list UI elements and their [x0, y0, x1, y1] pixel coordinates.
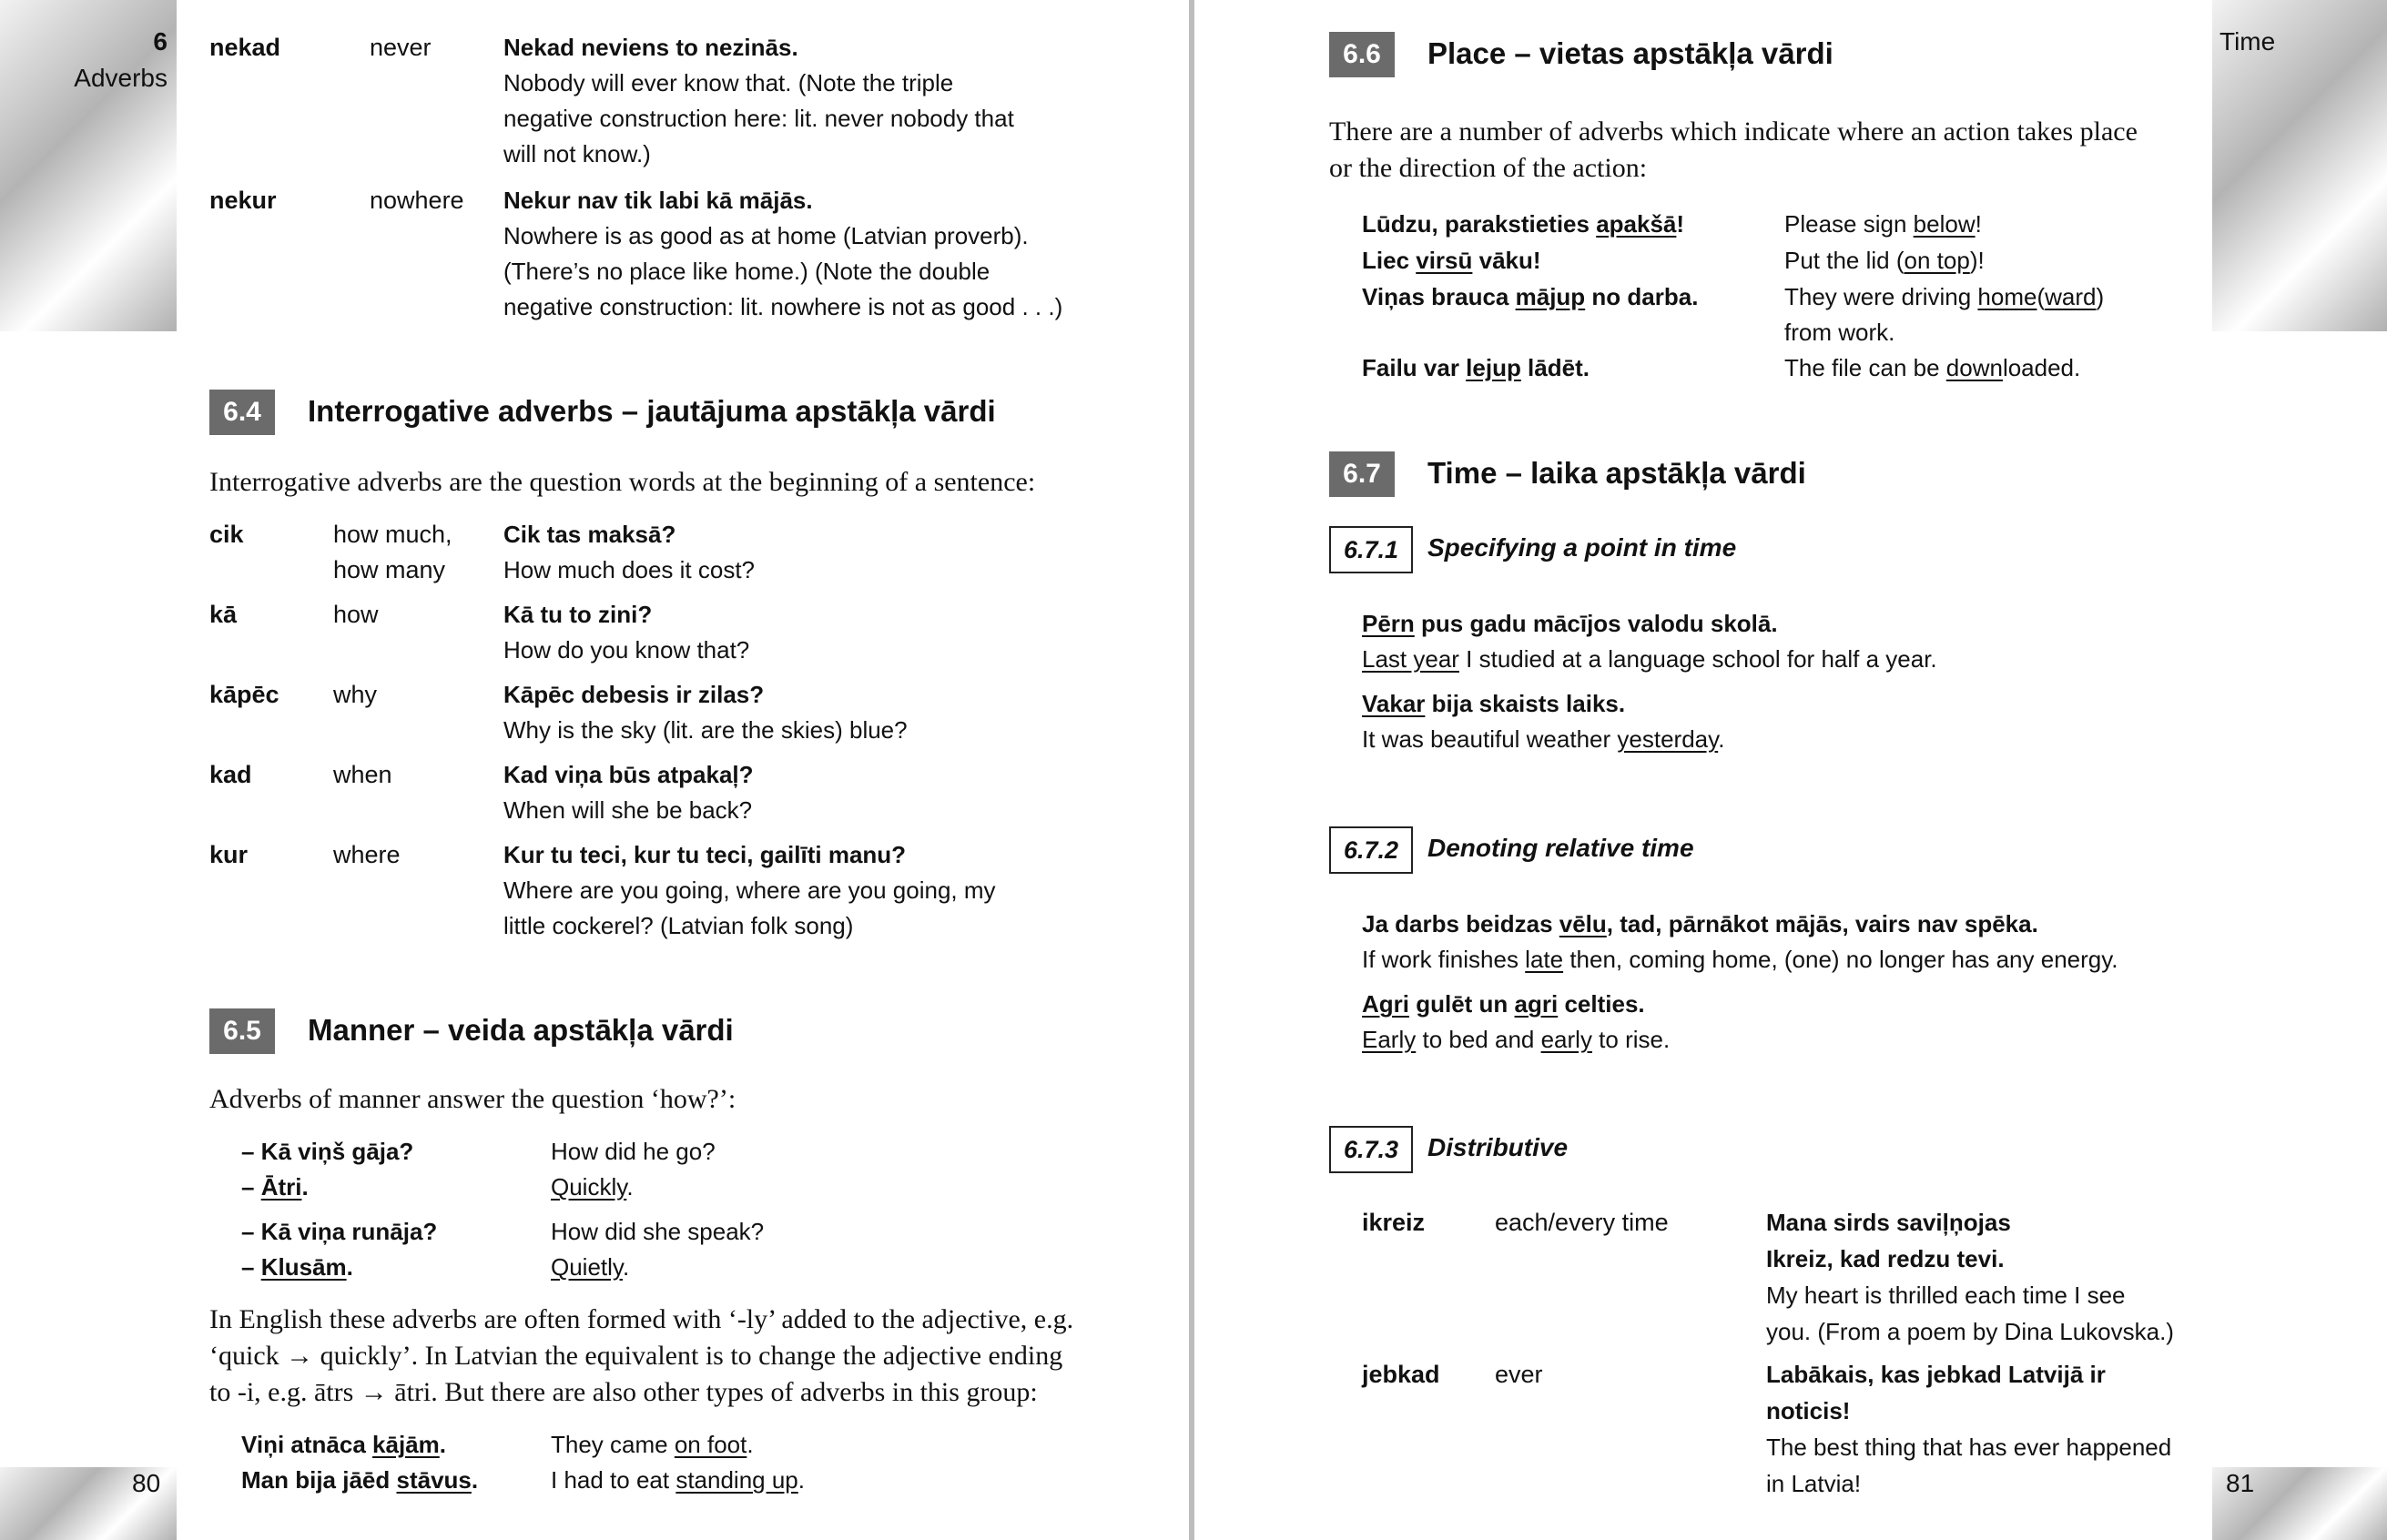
- question-word: cik: [209, 521, 244, 548]
- text-run: Early: [1362, 1026, 1417, 1053]
- subsection-6-7-2-title: Denoting relative time: [1427, 834, 1694, 862]
- text-run: It was beautiful weather: [1362, 725, 1618, 753]
- text-run: They were driving: [1784, 283, 1978, 310]
- example-question: [503, 596, 652, 633]
- text-run: .: [346, 1253, 353, 1281]
- example-question: [503, 756, 754, 793]
- left-page: [0, 0, 1189, 1540]
- text-run: Kā tu to zini?: [503, 601, 653, 628]
- example-translation: [503, 136, 651, 172]
- text-run: agri: [1514, 990, 1559, 1018]
- example-answer: [503, 632, 749, 668]
- text-run: .: [301, 1173, 309, 1201]
- text-run: lādēt.: [1520, 354, 1590, 381]
- distributive-english: [1766, 1313, 2174, 1350]
- text-run: How do you know that?: [503, 636, 750, 664]
- manner-paragraph: to -i, e.g. ātrs → ātri. But there are also other types of adverbs in this group:: [209, 1377, 1038, 1407]
- place-english: [1784, 206, 1982, 242]
- text-run: negative construction: lit. nowhere is not as good . . .): [503, 293, 1063, 320]
- text-run: .: [1718, 725, 1725, 753]
- section-6-6-number: 6.6: [1329, 32, 1395, 77]
- right-page: [1194, 0, 2387, 1540]
- text-run: Liec: [1362, 247, 1417, 274]
- example-question: [503, 836, 906, 873]
- text-run: They came: [551, 1431, 675, 1458]
- example-translation: [503, 253, 990, 289]
- place-latvian: [1362, 279, 1698, 315]
- question-meaning: why: [333, 681, 378, 708]
- text-run: Ja darbs beidzas: [1362, 910, 1559, 937]
- text-run: down: [1945, 354, 2003, 381]
- text-run: you. (From a poem by Dina Lukovska.): [1766, 1318, 2174, 1345]
- example-question: [503, 516, 675, 552]
- question-meaning: how: [333, 601, 379, 628]
- question-meaning: how many: [333, 556, 446, 583]
- vocab-meaning: nowhere: [370, 187, 464, 214]
- example-answer: [503, 907, 853, 944]
- text-run: Nekad neviens to nezinās.: [503, 34, 798, 61]
- section-6-5-title: Manner – veida apstākļa vārdi: [308, 1013, 734, 1047]
- text-run: standing up: [675, 1466, 798, 1494]
- text-run: .: [797, 1466, 806, 1494]
- text-run: to bed and: [1416, 1026, 1541, 1053]
- example-answer: [503, 792, 752, 828]
- text-run: then, coming home, (one) no longer has any energy.: [1563, 946, 2118, 973]
- section-6-4-number: 6.4: [209, 390, 275, 435]
- text-run: .: [626, 1173, 634, 1201]
- text-run: on foot: [674, 1431, 747, 1458]
- vocab-word: nekur: [209, 187, 277, 214]
- text-run: Kur tu teci, kur tu teci, gailīti manu?: [503, 841, 907, 868]
- text-run: Quietly: [551, 1253, 623, 1281]
- text-run: Kad viņa būs atpakaļ?: [503, 761, 754, 788]
- distributive-english: [1766, 1277, 2126, 1313]
- manner-english: [551, 1169, 634, 1205]
- manner-english: [551, 1249, 629, 1285]
- distributive-latvian: [1766, 1204, 2011, 1241]
- manner-english: [551, 1213, 764, 1250]
- text-run: no darba.: [1585, 283, 1699, 310]
- manner-english: [551, 1462, 805, 1498]
- text-run: Cik tas maksā?: [503, 521, 676, 548]
- subsection-6-7-3-title: Distributive: [1427, 1133, 1569, 1161]
- example-question: [503, 676, 764, 713]
- section-6-7-title: Time – laika apstākļa vārdi: [1427, 456, 1806, 490]
- manner-latvian: [241, 1169, 309, 1205]
- distributive-english: [1766, 1465, 1861, 1502]
- text-run: will not know.): [503, 140, 651, 167]
- text-run: Labākais, kas jebkad Latvijā ir: [1766, 1361, 2106, 1388]
- text-run: late: [1525, 946, 1564, 973]
- place-english: [1784, 242, 1985, 279]
- text-run: negative construction here: lit. never nobody that: [503, 105, 1014, 132]
- text-run: home: [1977, 283, 2037, 310]
- text-run: How much does it cost?: [503, 556, 756, 583]
- example-translation: [503, 218, 1029, 254]
- section-intro: Interrogative adverbs are the question words at the beginning of a sentence:: [209, 467, 1036, 497]
- text-run: bija skaists laiks.: [1425, 690, 1626, 717]
- text-run: –: [241, 1173, 261, 1201]
- text-run: Pērn: [1362, 610, 1415, 637]
- time-latvian: [1362, 605, 1778, 642]
- question-meaning: where: [333, 841, 401, 868]
- chapter-number: 6: [153, 27, 168, 56]
- example-translation: [503, 289, 1062, 325]
- text-run: The best thing that has ever happened: [1766, 1434, 2172, 1461]
- section-intro: or the direction of the action:: [1329, 153, 1648, 183]
- text-run: Put the lid (: [1784, 247, 1905, 274]
- example-latvian: [503, 29, 798, 66]
- text-run: My heart is thrilled each time I see: [1766, 1282, 2126, 1309]
- place-latvian: [1362, 242, 1541, 279]
- text-run: , tad, pārnākot mājās, vairs nav spēka.: [1606, 910, 2038, 937]
- text-run: below: [1913, 210, 1976, 238]
- time-english: [1362, 641, 1937, 677]
- text-run: Lūdzu, parakstieties: [1362, 210, 1597, 238]
- time-english: [1362, 721, 1724, 757]
- manner-english: [551, 1133, 716, 1170]
- text-run: If work finishes: [1362, 946, 1526, 973]
- text-run: Nekur nav tik labi kā mājās.: [503, 187, 813, 214]
- text-run: pus gadu mācījos valodu skolā.: [1414, 610, 1778, 637]
- subsection-6-7-3-number: 6.7.3: [1329, 1126, 1413, 1173]
- subsection-6-7-1-title: Specifying a point in time: [1427, 533, 1737, 562]
- question-word: kad: [209, 761, 252, 788]
- text-run: (There’s no place like home.) (Note the double: [503, 258, 990, 285]
- text-run: gulēt un: [1409, 990, 1515, 1018]
- text-run: –: [241, 1253, 261, 1281]
- text-run: .: [439, 1431, 446, 1458]
- subsection-6-7-1-number: 6.7.1: [1329, 526, 1413, 573]
- example-answer: [503, 872, 996, 908]
- text-run: little cockerel? (Latvian folk song): [503, 912, 854, 939]
- time-latvian: [1362, 906, 2038, 942]
- text-run: I had to eat: [551, 1466, 676, 1494]
- time-latvian: [1362, 986, 1645, 1022]
- page-number: 81: [2226, 1469, 2255, 1497]
- text-run: ): [2096, 283, 2105, 310]
- text-run: – Kā viņš gāja?: [241, 1138, 414, 1165]
- text-run: kājām: [372, 1431, 440, 1458]
- text-run: vēlu: [1559, 910, 1607, 937]
- text-run: !: [1676, 210, 1685, 238]
- distributive-word: ikreiz: [1362, 1209, 1426, 1236]
- text-run: (: [2037, 283, 2046, 310]
- question-word: kur: [209, 841, 249, 868]
- text-run: vāku!: [1472, 247, 1541, 274]
- chapter-name: Adverbs: [74, 64, 168, 92]
- text-run: Kāpēc debesis ir zilas?: [503, 681, 765, 708]
- section-intro: Adverbs of manner answer the question ‘how?’:: [209, 1084, 736, 1114]
- distributive-latvian: [1766, 1393, 1850, 1429]
- time-english: [1362, 941, 2118, 978]
- manner-paragraph: In English these adverbs are often formed with ‘-ly’ added to the adjective, e.g.: [209, 1304, 1074, 1334]
- manner-latvian: [241, 1462, 478, 1498]
- distributive-latvian: [1766, 1241, 2005, 1277]
- text-run: Why is the sky (lit. are the skies) blue?: [503, 716, 908, 744]
- text-run: .: [623, 1253, 630, 1281]
- example-latvian: [503, 182, 813, 218]
- text-run: Klusām: [260, 1253, 347, 1281]
- distributive-latvian: [1766, 1356, 2106, 1393]
- distributive-english: [1766, 1429, 2171, 1465]
- text-run: Agri: [1362, 990, 1409, 1018]
- text-run: on top: [1904, 247, 1970, 274]
- text-run: .: [747, 1431, 754, 1458]
- text-run: )!: [1969, 247, 1985, 274]
- text-run: Nowhere is as good as at home (Latvian proverb).: [503, 222, 1029, 249]
- text-run: .: [471, 1466, 479, 1494]
- vocab-meaning: never: [370, 34, 432, 61]
- distributive-meaning: ever: [1495, 1361, 1543, 1388]
- place-english: [1784, 350, 2080, 386]
- text-run: I studied at a language school for half a year.: [1458, 645, 1937, 673]
- text-run: When will she be back?: [503, 796, 753, 824]
- place-latvian: [1362, 206, 1684, 242]
- manner-latvian: [241, 1213, 437, 1250]
- text-run: Nobody will ever know that. (Note the triple: [503, 69, 954, 96]
- text-run: to rise.: [1591, 1026, 1671, 1053]
- section-6-5-number: 6.5: [209, 1008, 275, 1054]
- text-run: Last year: [1362, 645, 1459, 673]
- example-translation: [503, 100, 1014, 137]
- text-run: – Kā viņa runāja?: [241, 1218, 438, 1245]
- text-run: !: [1975, 210, 1982, 238]
- text-run: ward: [2045, 283, 2097, 310]
- text-run: virsū: [1416, 247, 1473, 274]
- text-run: Vakar: [1362, 690, 1426, 717]
- text-run: apakšā: [1596, 210, 1677, 238]
- distributive-meaning: each/every time: [1495, 1209, 1669, 1236]
- subsection-6-7-2-number: 6.7.2: [1329, 826, 1413, 874]
- text-run: loaded.: [2002, 354, 2081, 381]
- manner-latvian: [241, 1426, 446, 1463]
- section-tab-label: Time: [2219, 27, 2276, 56]
- question-word: kāpēc: [209, 681, 279, 708]
- text-run: Man bija jāēd: [241, 1466, 397, 1494]
- section-6-6-title: Place – vietas apstākļa vārdi: [1427, 36, 1833, 70]
- time-english: [1362, 1021, 1670, 1058]
- text-run: Viņas brauca: [1362, 283, 1516, 310]
- text-run: Ātri: [260, 1173, 302, 1201]
- manner-latvian: [241, 1133, 413, 1170]
- text-run: yesterday: [1617, 725, 1719, 753]
- text-run: stāvus: [396, 1466, 472, 1494]
- distributive-word: jebkad: [1362, 1361, 1440, 1388]
- time-latvian: [1362, 685, 1625, 722]
- page-number: 80: [132, 1469, 161, 1497]
- text-run: noticis!: [1766, 1397, 1851, 1424]
- place-english: [1784, 279, 2104, 315]
- text-run: from work.: [1784, 319, 1895, 346]
- text-run: Ikreiz, kad redzu tevi.: [1766, 1245, 2005, 1272]
- place-latvian: [1362, 350, 1590, 386]
- text-run: Where are you going, where are you going, my: [503, 876, 996, 904]
- place-english: [1784, 314, 1894, 350]
- text-run: early: [1540, 1026, 1592, 1053]
- text-run: mājup: [1515, 283, 1586, 310]
- manner-paragraph: ‘quick → quickly’. In Latvian the equivalent is to change the adjective ending: [209, 1341, 1063, 1371]
- example-translation: [503, 65, 953, 101]
- text-run: How did she speak?: [551, 1218, 765, 1245]
- question-word: kā: [209, 601, 238, 628]
- question-meaning: when: [333, 761, 392, 788]
- text-run: Quickly: [551, 1173, 627, 1201]
- text-run: The file can be: [1784, 354, 1946, 381]
- manner-latvian: [241, 1249, 353, 1285]
- example-answer: [503, 552, 755, 588]
- chapter-tab: [0, 0, 177, 331]
- vocab-word: nekad: [209, 34, 281, 61]
- section-intro: There are a number of adverbs which indicate where an action takes place: [1329, 117, 2138, 147]
- text-run: Viņi atnāca: [241, 1431, 373, 1458]
- section-6-4-title: Interrogative adverbs – jautājuma apstākļa vārdi: [308, 394, 996, 428]
- text-run: How did he go?: [551, 1138, 716, 1165]
- text-run: lejup: [1466, 354, 1521, 381]
- example-answer: [503, 712, 908, 748]
- section-6-7-number: 6.7: [1329, 451, 1395, 497]
- text-run: in Latvia!: [1766, 1470, 1862, 1497]
- manner-english: [551, 1426, 754, 1463]
- text-run: Mana sirds saviļņojas: [1766, 1209, 2011, 1236]
- text-run: celties.: [1558, 990, 1645, 1018]
- text-run: Please sign: [1784, 210, 1914, 238]
- text-run: Failu var: [1362, 354, 1467, 381]
- question-meaning: how much,: [333, 521, 452, 548]
